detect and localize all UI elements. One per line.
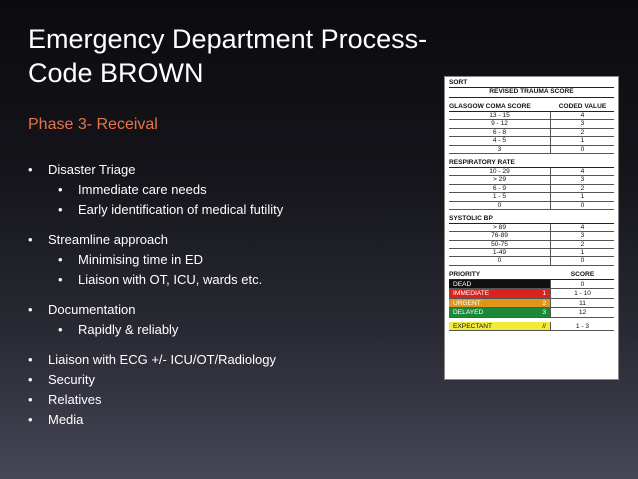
rr-header-label: RESPIRATORY RATE xyxy=(449,158,515,166)
value-cell: 2 xyxy=(580,240,585,248)
priority-row-urgent xyxy=(449,299,614,309)
table-row xyxy=(449,257,614,265)
priority-score: 1 - 3 xyxy=(575,322,590,330)
range-cell: 4 - 5 xyxy=(449,137,551,144)
table-row xyxy=(449,193,614,201)
revised-trauma-score-table xyxy=(444,76,619,380)
sbp-header xyxy=(449,215,614,224)
range-cell: > 29 xyxy=(449,176,551,183)
value-cell: 2 xyxy=(580,184,585,192)
bullet-item: • Liaison with ECG +/- ICU/OT/Radiology xyxy=(28,350,438,370)
range-cell: 13 - 15 xyxy=(449,112,551,119)
priority-row-dead xyxy=(449,280,614,290)
table-row xyxy=(449,168,614,176)
value-cell: 4 xyxy=(580,223,585,231)
bullet-list xyxy=(28,160,438,430)
table-row xyxy=(449,176,614,184)
range-cell: 9 - 12 xyxy=(449,120,551,127)
table-row xyxy=(449,129,614,137)
title-line-1: Emergency Department Process- xyxy=(28,24,428,54)
table-row xyxy=(449,185,614,193)
table-row xyxy=(449,137,614,145)
priority-score: 12 xyxy=(578,309,587,317)
bullet-item: • Disaster Triage xyxy=(28,160,438,180)
range-cell: 10 - 29 xyxy=(449,168,551,175)
table-row xyxy=(449,146,614,154)
gcs-header xyxy=(449,103,614,112)
priority-score: 1 - 10 xyxy=(574,290,591,298)
priority-number: 2 xyxy=(542,299,546,307)
range-cell: 76-89 xyxy=(449,232,551,239)
table-sort-label: SORT xyxy=(449,79,614,88)
bullet-item: • Streamline approach xyxy=(28,230,438,250)
table-row xyxy=(449,232,614,240)
priority-row-delayed xyxy=(449,308,614,318)
priority-header-label: PRIORITY xyxy=(449,270,481,278)
value-cell: 3 xyxy=(580,232,585,240)
coded-value-header: CODED VALUE xyxy=(558,103,607,110)
priority-score: 0 xyxy=(580,280,585,288)
bullet-item: • Security xyxy=(28,370,438,390)
sub-bullet-item: • Minimising time in ED xyxy=(28,250,438,270)
priority-number: 3 xyxy=(542,309,546,317)
range-cell: 1 - 5 xyxy=(449,193,551,200)
sbp-header-label: SYSTOLIC BP xyxy=(449,214,493,222)
table-row xyxy=(449,241,614,249)
table-row xyxy=(449,224,614,232)
priority-label: DEAD xyxy=(453,280,472,288)
priority-row-expectant xyxy=(449,322,614,332)
range-cell: 3 xyxy=(449,146,551,153)
sub-bullet-item: • Early identification of medical futility xyxy=(28,200,438,220)
priority-number: // xyxy=(542,322,546,330)
rr-header xyxy=(449,159,614,168)
priority-header xyxy=(449,271,614,280)
range-cell: 50-75 xyxy=(449,241,551,248)
value-cell: 1 xyxy=(580,137,585,145)
title-line-2: Code BROWN xyxy=(28,58,204,88)
priority-label: DELAYED xyxy=(453,309,484,317)
range-cell: > 89 xyxy=(449,224,551,231)
table-row xyxy=(449,249,614,257)
table-row xyxy=(449,112,614,120)
priority-label: EXPECTANT xyxy=(453,322,493,330)
bullet-item: • Documentation xyxy=(28,300,438,320)
score-header-label: SCORE xyxy=(570,270,595,278)
table-row xyxy=(449,120,614,128)
priority-label: URGENT xyxy=(453,299,481,307)
value-cell: 1 xyxy=(580,249,585,257)
gcs-header-label: GLASGOW COMA SCORE xyxy=(449,103,531,110)
table-row xyxy=(449,202,614,210)
range-cell: 0 xyxy=(449,202,551,209)
sub-bullet-item: • Liaison with OT, ICU, wards etc. xyxy=(28,270,438,290)
value-cell: 0 xyxy=(580,145,585,153)
priority-row-immediate xyxy=(449,289,614,299)
slide-title xyxy=(28,22,468,90)
bullet-item: • Media xyxy=(28,410,438,430)
range-cell: 1-49 xyxy=(449,249,551,256)
range-cell: 6 - 8 xyxy=(449,129,551,136)
value-cell: 4 xyxy=(580,112,585,119)
value-cell: 3 xyxy=(580,120,585,128)
slide-subtitle: Phase 3- Receival xyxy=(28,116,158,133)
value-cell: 2 xyxy=(580,128,585,136)
sub-bullet-item: • Immediate care needs xyxy=(28,180,438,200)
value-cell: 1 xyxy=(580,193,585,201)
value-cell: 0 xyxy=(580,257,585,265)
range-cell: 6 - 9 xyxy=(449,185,551,192)
value-cell: 0 xyxy=(580,201,585,209)
value-cell: 4 xyxy=(580,167,585,175)
value-cell: 3 xyxy=(580,176,585,184)
range-cell: 0 xyxy=(449,257,551,264)
bullet-item: • Relatives xyxy=(28,390,438,410)
table-title: REVISED TRAUMA SCORE xyxy=(449,88,614,98)
priority-label: IMMEDIATE xyxy=(453,290,490,298)
priority-number: 1 xyxy=(542,290,546,298)
priority-score: 11 xyxy=(579,299,586,307)
sub-bullet-item: • Rapidly & reliably xyxy=(28,320,438,340)
